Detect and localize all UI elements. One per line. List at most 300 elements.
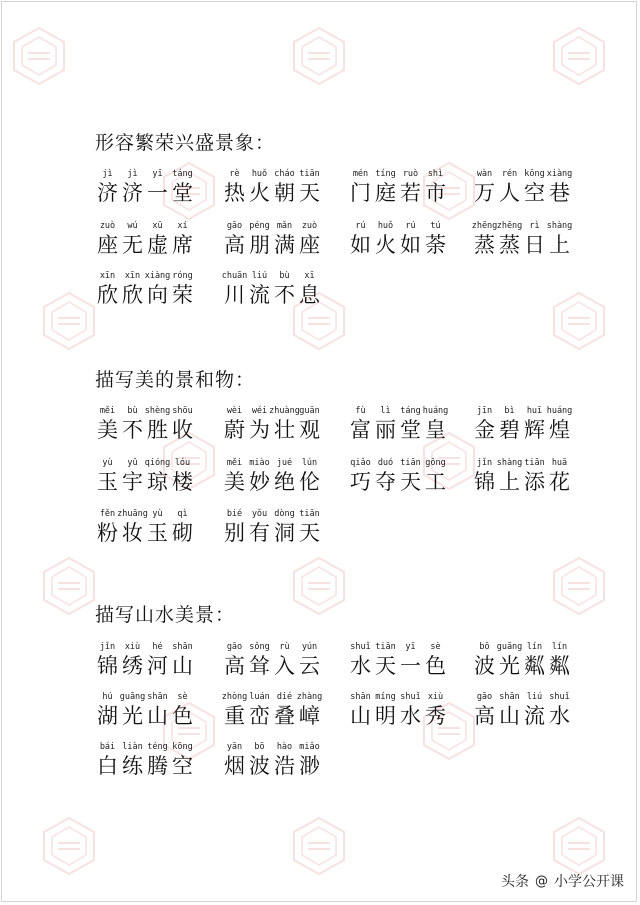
pinyin: lín bbox=[526, 642, 543, 652]
idiom-char bbox=[497, 405, 522, 442]
hanzi: 胜 bbox=[147, 418, 168, 442]
hanzi: 万 bbox=[474, 181, 495, 205]
hanzi: 光 bbox=[122, 704, 143, 728]
idiom-char bbox=[472, 457, 497, 494]
pinyin: shān bbox=[172, 642, 193, 652]
pinyin: zhòng bbox=[221, 692, 248, 702]
pinyin: jì bbox=[102, 169, 113, 179]
hanzi: 若 bbox=[400, 181, 421, 205]
hanzi: 热 bbox=[224, 181, 245, 205]
pinyin: jǐn bbox=[476, 458, 493, 468]
idiom-char bbox=[222, 508, 247, 545]
hanzi: 欣 bbox=[97, 283, 118, 307]
idiom-char bbox=[522, 641, 547, 678]
hanzi: 满 bbox=[274, 233, 295, 257]
pinyin: hào bbox=[276, 742, 293, 752]
pinyin: wú bbox=[127, 221, 138, 231]
idiom-char bbox=[170, 270, 195, 307]
pinyin: huáng bbox=[546, 406, 573, 416]
pinyin: tiān bbox=[400, 458, 421, 468]
idiom-char bbox=[373, 641, 398, 678]
hanzi: 不 bbox=[274, 283, 295, 307]
hanzi: 丽 bbox=[375, 418, 396, 442]
idiom-item bbox=[348, 457, 448, 494]
idiom-item bbox=[95, 741, 195, 778]
idiom-item bbox=[472, 691, 572, 728]
idiom-char bbox=[120, 168, 145, 205]
idiom-item bbox=[348, 405, 448, 442]
hanzi: 巷 bbox=[549, 181, 570, 205]
pinyin: huǒ bbox=[377, 221, 394, 231]
pinyin: rè bbox=[229, 169, 240, 179]
pinyin: táng bbox=[400, 406, 421, 416]
hanzi: 高 bbox=[224, 233, 245, 257]
pinyin: shàng bbox=[496, 458, 523, 468]
pinyin: kōng bbox=[524, 169, 545, 179]
idiom-item bbox=[348, 641, 448, 678]
idiom-item bbox=[95, 691, 195, 728]
hanzi: 色 bbox=[172, 704, 193, 728]
pinyin: yù bbox=[152, 509, 163, 519]
idiom-char bbox=[398, 691, 423, 728]
idiom-char bbox=[95, 641, 120, 678]
hanzi: 宇 bbox=[122, 470, 143, 494]
pinyin: lín bbox=[551, 642, 568, 652]
pinyin: wéi bbox=[251, 406, 268, 416]
hanzi: 白 bbox=[97, 754, 118, 778]
hanzi: 收 bbox=[172, 418, 193, 442]
hanzi: 光 bbox=[499, 654, 520, 678]
idiom-char bbox=[423, 168, 448, 205]
pinyin: jīn bbox=[476, 406, 493, 416]
hanzi: 一 bbox=[400, 654, 421, 678]
hanzi: 堂 bbox=[400, 418, 421, 442]
pinyin: rén bbox=[501, 169, 518, 179]
hanzi: 皇 bbox=[425, 418, 446, 442]
idiom-char bbox=[145, 508, 170, 545]
pinyin: zhuàng bbox=[269, 406, 300, 416]
pinyin: xí bbox=[177, 221, 188, 231]
idiom-char bbox=[348, 691, 373, 728]
idiom-char bbox=[373, 168, 398, 205]
idiom-item bbox=[222, 270, 322, 307]
pinyin: wèi bbox=[226, 406, 243, 416]
idiom-char bbox=[95, 220, 120, 257]
hanzi: 玉 bbox=[147, 521, 168, 545]
pinyin: míng bbox=[375, 692, 396, 702]
idiom-char bbox=[222, 270, 247, 307]
hanzi: 辉 bbox=[524, 418, 545, 442]
idiom-item bbox=[472, 220, 572, 257]
hanzi: 山 bbox=[172, 654, 193, 678]
pinyin: shì bbox=[427, 169, 444, 179]
pinyin: huā bbox=[551, 458, 568, 468]
idiom-char bbox=[269, 405, 300, 442]
idiom-char bbox=[95, 270, 120, 307]
idiom-char bbox=[145, 270, 170, 307]
idiom-char bbox=[497, 168, 522, 205]
idiom-char bbox=[522, 220, 547, 257]
pinyin: shuǐ bbox=[400, 692, 421, 702]
hanzi: 锦 bbox=[474, 470, 495, 494]
idiom-char bbox=[95, 405, 120, 442]
pinyin: xiàng bbox=[546, 169, 573, 179]
idiom-char bbox=[547, 691, 572, 728]
pinyin: shōu bbox=[172, 406, 193, 416]
hanzi: 入 bbox=[274, 654, 295, 678]
hanzi: 秀 bbox=[425, 704, 446, 728]
idiom-item bbox=[222, 741, 322, 778]
idiom-item bbox=[222, 168, 322, 205]
idiom-item bbox=[222, 457, 322, 494]
pinyin: huī bbox=[526, 406, 543, 416]
pinyin: huáng bbox=[422, 406, 449, 416]
pinyin: téng bbox=[147, 742, 168, 752]
hanzi: 妆 bbox=[122, 521, 143, 545]
idiom-char bbox=[95, 691, 120, 728]
hanzi: 别 bbox=[224, 521, 245, 545]
idiom-char bbox=[222, 641, 247, 678]
hanzi: 高 bbox=[474, 704, 495, 728]
pinyin: táng bbox=[172, 169, 193, 179]
hanzi: 碧 bbox=[499, 418, 520, 442]
pinyin: zuò bbox=[301, 221, 318, 231]
idiom-char bbox=[95, 741, 120, 778]
pinyin: duó bbox=[377, 458, 394, 468]
footer-attribution bbox=[501, 871, 624, 891]
idiom-char bbox=[95, 168, 120, 205]
idiom-char bbox=[297, 168, 322, 205]
pinyin: xiù bbox=[124, 642, 141, 652]
pinyin: bù bbox=[279, 271, 290, 281]
idiom-char bbox=[522, 168, 547, 205]
hanzi: 水 bbox=[549, 704, 570, 728]
hanzi: 流 bbox=[249, 283, 270, 307]
hanzi: 荣 bbox=[172, 283, 193, 307]
pinyin: jué bbox=[276, 458, 293, 468]
pinyin: gāo bbox=[476, 692, 493, 702]
pinyin: qiǎo bbox=[350, 458, 371, 468]
hanzi: 上 bbox=[499, 470, 520, 494]
hanzi: 峦 bbox=[249, 704, 270, 728]
hanzi: 有 bbox=[249, 521, 270, 545]
hanzi: 色 bbox=[425, 654, 446, 678]
pinyin: miǎo bbox=[299, 742, 320, 752]
pinyin: qì bbox=[177, 509, 188, 519]
pinyin: shān bbox=[350, 692, 371, 702]
hanzi: 川 bbox=[224, 283, 245, 307]
idiom-char bbox=[373, 405, 398, 442]
hanzi: 妙 bbox=[249, 470, 270, 494]
idiom-char bbox=[522, 405, 547, 442]
idiom-char bbox=[297, 405, 322, 442]
pinyin: xiù bbox=[427, 692, 444, 702]
hanzi: 蒸 bbox=[474, 233, 495, 257]
idiom-char bbox=[348, 457, 373, 494]
idiom-char bbox=[145, 741, 170, 778]
idiom-char bbox=[120, 457, 145, 494]
pinyin: zhuāng bbox=[117, 509, 148, 519]
hanzi: 粉 bbox=[97, 521, 118, 545]
pinyin: huǒ bbox=[251, 169, 268, 179]
pinyin: shān bbox=[499, 692, 520, 702]
idiom-char bbox=[222, 691, 247, 728]
hanzi: 无 bbox=[122, 233, 143, 257]
idiom-char bbox=[272, 691, 297, 728]
pinyin: kōng bbox=[172, 742, 193, 752]
idiom-char bbox=[272, 168, 297, 205]
pinyin: gāo bbox=[226, 221, 243, 231]
pinyin: qióng bbox=[144, 458, 171, 468]
hanzi: 山 bbox=[350, 704, 371, 728]
hanzi: 山 bbox=[499, 704, 520, 728]
hanzi: 夺 bbox=[375, 470, 396, 494]
pinyin: xīn bbox=[124, 271, 141, 281]
hanzi: 腾 bbox=[147, 754, 168, 778]
pinyin: měi bbox=[99, 406, 116, 416]
hanzi: 火 bbox=[249, 181, 270, 205]
idiom-char bbox=[247, 270, 272, 307]
hanzi: 重 bbox=[224, 704, 245, 728]
pinyin: měi bbox=[226, 458, 243, 468]
hanzi: 空 bbox=[524, 181, 545, 205]
idiom-char bbox=[145, 220, 170, 257]
idiom-item bbox=[348, 168, 448, 205]
idiom-char bbox=[145, 641, 170, 678]
idiom-char bbox=[297, 508, 322, 545]
hanzi: 为 bbox=[249, 418, 270, 442]
hanzi: 堂 bbox=[172, 181, 193, 205]
pinyin: dié bbox=[276, 692, 293, 702]
hanzi: 云 bbox=[299, 654, 320, 678]
pinyin: yún bbox=[301, 642, 318, 652]
idiom-char bbox=[423, 220, 448, 257]
idiom-char bbox=[120, 220, 145, 257]
hanzi: 玉 bbox=[97, 470, 118, 494]
pinyin: hé bbox=[152, 642, 163, 652]
idiom-char bbox=[272, 457, 297, 494]
hanzi: 空 bbox=[172, 754, 193, 778]
idiom-char bbox=[297, 641, 322, 678]
idiom-char bbox=[95, 457, 120, 494]
idiom-char bbox=[297, 741, 322, 778]
idiom-char bbox=[547, 457, 572, 494]
idiom-char bbox=[398, 405, 423, 442]
pinyin: tiān bbox=[299, 169, 320, 179]
idiom-item bbox=[95, 508, 195, 545]
idiom-char bbox=[247, 741, 272, 778]
footer-source: 头条 bbox=[501, 874, 529, 890]
hanzi: 虚 bbox=[147, 233, 168, 257]
hanzi: 练 bbox=[122, 754, 143, 778]
pinyin: sè bbox=[430, 642, 441, 652]
pinyin: yǒu bbox=[251, 509, 268, 519]
pinyin: bō bbox=[254, 742, 265, 752]
hanzi: 富 bbox=[350, 418, 371, 442]
pinyin: bái bbox=[99, 742, 116, 752]
idiom-char bbox=[272, 508, 297, 545]
hanzi: 一 bbox=[147, 181, 168, 205]
hanzi: 湖 bbox=[97, 704, 118, 728]
hanzi: 浩 bbox=[274, 754, 295, 778]
hanzi: 朝 bbox=[274, 181, 295, 205]
hanzi: 水 bbox=[350, 654, 371, 678]
pinyin: xiàng bbox=[144, 271, 171, 281]
hanzi: 欣 bbox=[122, 283, 143, 307]
idiom-char bbox=[170, 741, 195, 778]
idiom-char bbox=[120, 741, 145, 778]
idiom-char bbox=[170, 220, 195, 257]
idiom-char bbox=[522, 457, 547, 494]
pinyin: rì bbox=[529, 221, 540, 231]
idiom-char bbox=[297, 220, 322, 257]
section-title: 描写山水美景： bbox=[95, 604, 236, 626]
idiom-item bbox=[95, 168, 195, 205]
idiom-item bbox=[95, 220, 195, 257]
idiom-char bbox=[222, 405, 247, 442]
idiom-char bbox=[348, 405, 373, 442]
hanzi: 朋 bbox=[249, 233, 270, 257]
idiom-char bbox=[222, 168, 247, 205]
idiom-char bbox=[247, 641, 272, 678]
idiom-char bbox=[222, 741, 247, 778]
idiom-char bbox=[348, 168, 373, 205]
idiom-item bbox=[222, 641, 322, 678]
hanzi: 天 bbox=[400, 470, 421, 494]
idiom-char bbox=[247, 508, 272, 545]
hanzi: 蒸 bbox=[499, 233, 520, 257]
idiom-char bbox=[373, 220, 398, 257]
idiom-char bbox=[120, 405, 145, 442]
hanzi: 天 bbox=[299, 181, 320, 205]
pinyin: xī bbox=[304, 271, 315, 281]
hanzi: 添 bbox=[524, 470, 545, 494]
pinyin: bié bbox=[226, 509, 243, 519]
hanzi: 洞 bbox=[274, 521, 295, 545]
pinyin: rú bbox=[405, 221, 416, 231]
hanzi: 巧 bbox=[350, 470, 371, 494]
idiom-char bbox=[222, 220, 247, 257]
pinyin: yī bbox=[152, 169, 163, 179]
idiom-char bbox=[272, 641, 297, 678]
idiom-char bbox=[547, 641, 572, 678]
pinyin: luán bbox=[249, 692, 270, 702]
pinyin: xīn bbox=[99, 271, 116, 281]
idiom-char bbox=[472, 405, 497, 442]
idiom-item bbox=[472, 405, 572, 442]
hanzi: 天 bbox=[375, 654, 396, 678]
idiom-char bbox=[398, 641, 423, 678]
idiom-char bbox=[547, 220, 572, 257]
section-title: 描写美的景和物： bbox=[95, 369, 256, 391]
idiom-char bbox=[145, 691, 170, 728]
idiom-char bbox=[472, 691, 497, 728]
hanzi: 不 bbox=[122, 418, 143, 442]
idiom-item bbox=[95, 405, 195, 442]
hanzi: 观 bbox=[299, 418, 320, 442]
idiom-char bbox=[272, 220, 297, 257]
hanzi: 日 bbox=[524, 233, 545, 257]
pinyin: wàn bbox=[476, 169, 493, 179]
pinyin: ruò bbox=[402, 169, 419, 179]
hanzi: 如 bbox=[400, 233, 421, 257]
hanzi: 绝 bbox=[274, 470, 295, 494]
pinyin: chuān bbox=[221, 271, 248, 281]
pinyin: bì bbox=[504, 406, 515, 416]
idiom-char bbox=[348, 220, 373, 257]
pinyin: yù bbox=[102, 458, 113, 468]
idiom-char bbox=[497, 641, 522, 678]
pinyin: miào bbox=[249, 458, 270, 468]
pinyin: lún bbox=[301, 458, 318, 468]
idiom-char bbox=[472, 168, 497, 205]
idiom-char bbox=[247, 220, 272, 257]
hanzi: 蔚 bbox=[224, 418, 245, 442]
idiom-char bbox=[170, 691, 195, 728]
hanzi: 绣 bbox=[122, 654, 143, 678]
idiom-char bbox=[222, 457, 247, 494]
idiom-item bbox=[222, 220, 322, 257]
pinyin: yī bbox=[405, 642, 416, 652]
pinyin: bō bbox=[479, 642, 490, 652]
pinyin: fěn bbox=[99, 509, 116, 519]
pinyin: tiān bbox=[524, 458, 545, 468]
idiom-char bbox=[423, 691, 448, 728]
idiom-char bbox=[247, 168, 272, 205]
hanzi: 庭 bbox=[375, 181, 396, 205]
pinyin: lóu bbox=[174, 458, 191, 468]
pinyin: cháo bbox=[274, 169, 295, 179]
idiom-char bbox=[297, 270, 322, 307]
idiom-char bbox=[145, 457, 170, 494]
hanzi: 琼 bbox=[147, 470, 168, 494]
hanzi: 荼 bbox=[425, 233, 446, 257]
hanzi: 向 bbox=[147, 283, 168, 307]
hanzi: 波 bbox=[249, 754, 270, 778]
pinyin: jì bbox=[127, 169, 138, 179]
hanzi: 流 bbox=[524, 704, 545, 728]
idiom-char bbox=[272, 270, 297, 307]
hanzi: 金 bbox=[474, 418, 495, 442]
hanzi: 水 bbox=[400, 704, 421, 728]
idiom-char bbox=[170, 508, 195, 545]
hanzi: 明 bbox=[375, 704, 396, 728]
idiom-item bbox=[348, 691, 448, 728]
pinyin: péng bbox=[249, 221, 270, 231]
idiom-char bbox=[120, 691, 145, 728]
idiom-char bbox=[170, 405, 195, 442]
hanzi: 粼 bbox=[524, 654, 545, 678]
idiom-char bbox=[398, 457, 423, 494]
idiom-char bbox=[472, 641, 497, 678]
pinyin: róng bbox=[172, 271, 193, 281]
hanzi: 天 bbox=[299, 521, 320, 545]
hanzi: 花 bbox=[549, 470, 570, 494]
pinyin: liàn bbox=[122, 742, 143, 752]
idiom-char bbox=[117, 508, 148, 545]
idiom-char bbox=[398, 168, 423, 205]
idiom-char bbox=[145, 405, 170, 442]
idiom-item bbox=[95, 641, 195, 678]
hanzi: 市 bbox=[425, 181, 446, 205]
hanzi: 火 bbox=[375, 233, 396, 257]
hanzi: 高 bbox=[224, 654, 245, 678]
hanzi: 渺 bbox=[299, 754, 320, 778]
hanzi: 嶂 bbox=[299, 704, 320, 728]
idiom-item bbox=[472, 168, 572, 205]
idiom-char bbox=[497, 691, 522, 728]
pinyin: tiān bbox=[299, 509, 320, 519]
